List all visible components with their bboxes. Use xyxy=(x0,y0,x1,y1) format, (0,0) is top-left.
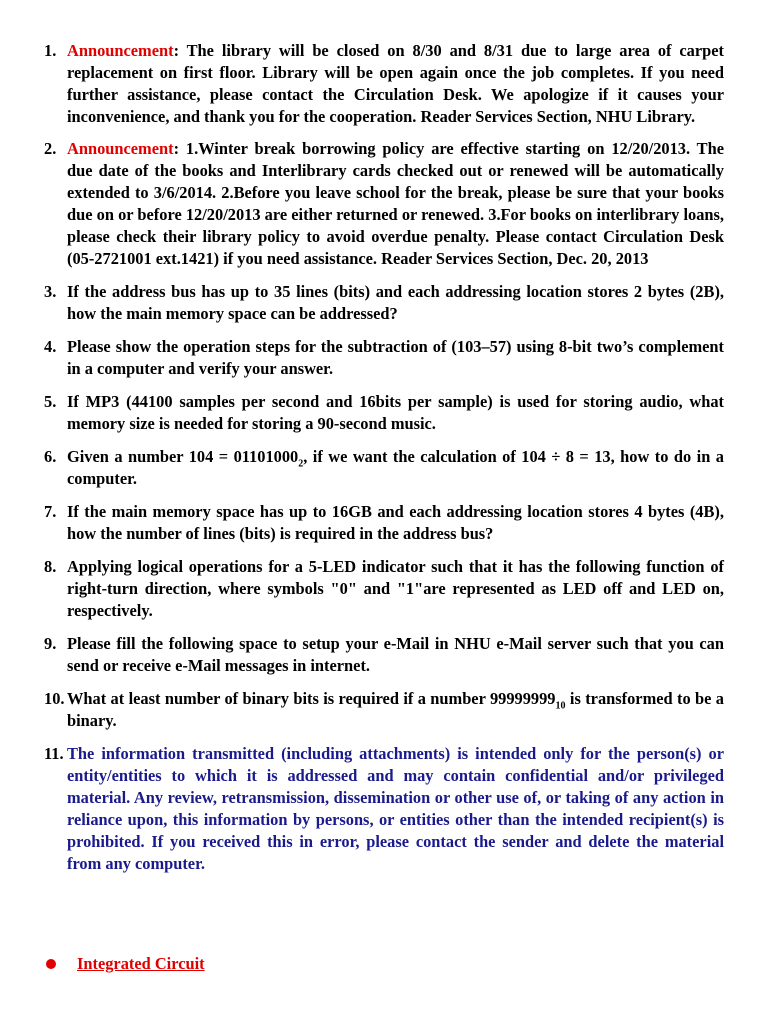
item-text: Applying logical operations for a 5-LED indicator such that it has the following function of right-turn direction, where symbols "0" and "1"are represented as LED off and LED on, respectively. xyxy=(67,557,724,620)
item-text: If the address bus has up to 35 lines (bits) and each addressing location stores 2 bytes (2B), how the main memory space can be addressed? xyxy=(67,282,724,323)
list-item-6 xyxy=(0,446,770,490)
item-number: 4. xyxy=(44,337,57,356)
item-text: : The library will be closed on 8/30 and 8/31 due to large area of carpet replacement on first floor. Library will be open again once the job completes. If you need further assistance, please contact the Circulation Desk. We apologize if it causes your inconvenience, and thank you for the cooperation. Reader Services Section, NHU Library. xyxy=(67,41,724,126)
list-item-5 xyxy=(0,391,770,435)
item-number: 9. xyxy=(44,634,57,653)
list-item-7 xyxy=(0,501,770,545)
announcement-label: Announcement xyxy=(67,41,174,60)
item-text-after: , if we want the calculation of 104 ÷ 8 = 13, how to do in a computer. xyxy=(67,447,724,488)
list-item-2 xyxy=(0,138,770,270)
item-text-before: Given a number 104 = 01101000 xyxy=(67,447,299,466)
list-item-10 xyxy=(0,688,770,732)
decimal-subscript: 10 xyxy=(555,700,566,712)
list-item-11 xyxy=(0,743,770,875)
item-text: : 1.Winter break borrowing policy are effective starting on 12/20/2013. The due date of the books and Interlibrary cards checked out or renewed will be automatically extended to 3/6/2014. 2.Before you leave school for the break, please be sure that your books due on or before 12/20/2013 are either returned or renewed. 3.For books on interlibrary loans, please check their library policy to avoid overdue penalty. Please contact Circulation Desk (05-2721001 ext.1421) if you need assistance. Reader Services Section, Dec. 20, 2013 xyxy=(67,139,724,268)
item-number: 1. xyxy=(44,41,57,60)
item-text-before: What at least number of binary bits is required if a number 99999999 xyxy=(67,689,556,708)
integrated-circuit-link[interactable]: Integrated Circuit xyxy=(77,954,205,973)
question-list xyxy=(0,40,770,875)
item-text: If the main memory space has up to 16GB and each addressing location stores 4 bytes (4B), how the number of lines (bits) is required in the address bus? xyxy=(67,502,724,543)
list-item-4 xyxy=(0,336,770,380)
item-text-after: is transformed to be a binary. xyxy=(67,689,725,730)
document-page xyxy=(0,40,770,886)
item-number: 8. xyxy=(44,557,57,576)
bullet-icon xyxy=(46,959,56,969)
item-number: 10. xyxy=(44,689,65,708)
item-text: Please show the operation steps for the subtraction of (103–57) using 8-bit two’s complement in a computer and verify your answer. xyxy=(67,337,724,378)
item-number: 5. xyxy=(44,392,57,411)
item-number: 2. xyxy=(44,139,57,158)
announcement-label: Announcement xyxy=(67,139,174,158)
list-item-3 xyxy=(0,281,770,325)
item-number: 3. xyxy=(44,282,57,301)
confidentiality-notice: The information transmitted (including attachments) is intended only for the person(s) or entity/entities to which it is addressed and may contain confidential and/or privileged material. Any review, retransmission, dissemination or other use of, or taking of any action in reliance upon, this information by persons, or entities other than the intended recipient(s) is prohibited. If you received this in error, please contact the sender and delete the material from any computer. xyxy=(67,744,724,873)
list-item-1 xyxy=(0,40,770,128)
item-number: 6. xyxy=(44,447,57,466)
binary-subscript: 2 xyxy=(298,458,304,470)
item-text: Please fill the following space to setup your e-Mail in NHU e-Mail server such that you can send or receive e-Mail messages in internet. xyxy=(67,634,724,675)
list-item-9 xyxy=(0,633,770,677)
item-number: 7. xyxy=(44,502,57,521)
item-number: 11. xyxy=(44,744,64,763)
list-item-8 xyxy=(0,556,770,622)
item-text: If MP3 (44100 samples per second and 16bits per sample) is used for storing audio, what memory size is needed for storing a 90-second music. xyxy=(67,392,724,433)
footer-link-row xyxy=(46,953,205,975)
